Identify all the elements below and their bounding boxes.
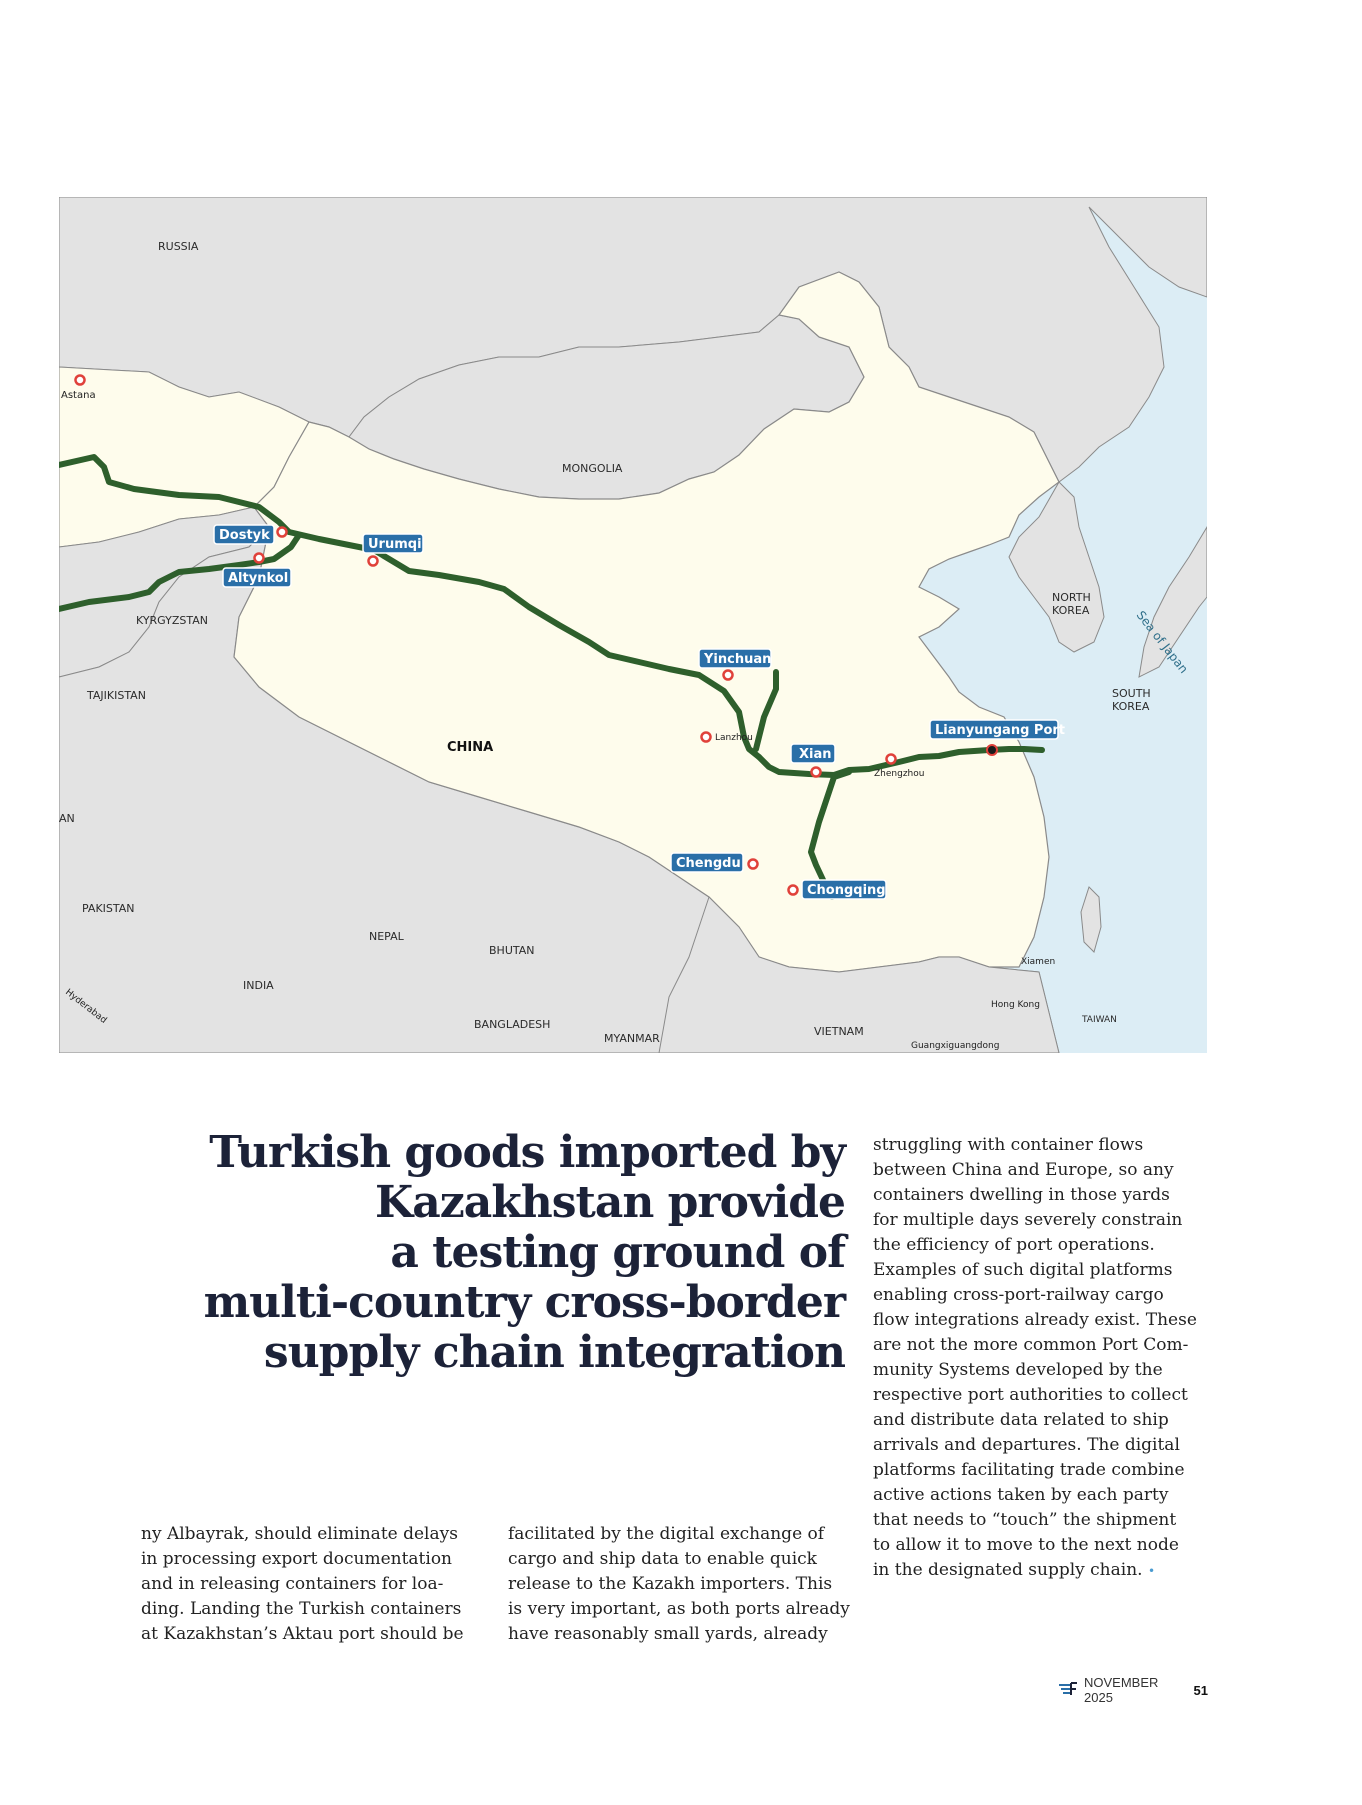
label-mongolia: MONGOLIA — [562, 462, 623, 475]
label-lanzhou: Lanzhou — [715, 733, 753, 743]
page-footer — [1058, 1675, 1208, 1705]
chengdu-marker — [749, 860, 758, 869]
label-tajikistan: TAJIKISTAN — [87, 689, 146, 702]
label-zhengzhou: Zhengzhou — [874, 769, 925, 779]
label-guangxiguangdong: Guangxiguangdong — [911, 1041, 1000, 1051]
body-column-left — [141, 1522, 464, 1647]
body-line: to allow it to move to the next node — [873, 1535, 1179, 1555]
body-line: Examples of such digital platforms — [873, 1260, 1173, 1280]
tag-chongqing-label: Chongqing — [807, 883, 886, 898]
label-hong-kong: Hong Kong — [991, 1000, 1040, 1010]
body-line: facilitated by the digital exchange of — [508, 1524, 825, 1544]
body-line: arrivals and departures. The digital — [873, 1435, 1180, 1455]
end-of-article-mark: • — [1147, 1564, 1156, 1578]
body-line: between China and Europe, so any — [873, 1160, 1174, 1180]
tag-yinchuan — [699, 649, 771, 668]
body-line-text: in the designated supply chain. — [873, 1560, 1143, 1580]
headline-line: multi-country cross-border — [203, 1277, 845, 1328]
tag-altynkol — [223, 568, 291, 587]
body-line-last — [873, 1558, 1193, 1584]
altynkol-marker — [255, 554, 264, 563]
body-column-middle — [508, 1522, 850, 1647]
page-number: 51 — [1193, 1682, 1208, 1698]
body-line: is very important, as both ports already — [508, 1599, 850, 1619]
tag-dostyk — [214, 525, 274, 544]
label-russia: RUSSIA — [158, 240, 199, 253]
body-line: release to the Kazakh importers. This — [508, 1574, 833, 1594]
label-north-korea-line1: NORTH — [1052, 591, 1091, 604]
zhengzhou-marker — [887, 755, 896, 764]
body-column-right — [873, 1133, 1197, 1584]
label-hyderabad: Hyderabad — [63, 987, 109, 1026]
tag-chengdu-label: Chengdu — [676, 856, 741, 871]
body-line: for multiple days severely constrain — [873, 1210, 1183, 1230]
body-line: in processing export documentation — [141, 1549, 452, 1569]
urumqi-marker — [369, 557, 378, 566]
label-north-korea-line2: KOREA — [1052, 604, 1090, 617]
lianyungang-marker — [987, 745, 997, 755]
tag-dostyk-label: Dostyk — [219, 528, 270, 543]
chongqing-marker — [789, 886, 798, 895]
label-cutoff-country: AN — [59, 812, 75, 825]
lanzhou-marker — [702, 733, 711, 742]
tag-altynkol-label: Altynkol — [228, 571, 289, 586]
body-line: respective port authorities to collect — [873, 1385, 1188, 1405]
tag-yinchuan-label: Yinchuan — [704, 652, 772, 667]
label-taiwan: TAIWAN — [1082, 1015, 1117, 1025]
astana-marker — [76, 376, 85, 385]
label-south-korea-line1: SOUTH — [1112, 687, 1151, 700]
label-china: CHINA — [447, 740, 494, 755]
body-line: have reasonably small yards, already — [508, 1624, 828, 1644]
body-line: struggling with container flows — [873, 1135, 1144, 1155]
body-line: the efficiency of port operations. — [873, 1235, 1155, 1255]
headline-line: a testing ground of — [390, 1227, 845, 1278]
label-bhutan: BHUTAN — [489, 944, 535, 957]
body-line: active actions taken by each party — [873, 1485, 1169, 1505]
body-line: at Kazakhstan’s Aktau port should be — [141, 1624, 464, 1644]
label-myanmar: MYANMAR — [604, 1032, 660, 1045]
body-line: munity Systems developed by the — [873, 1360, 1163, 1380]
label-india: INDIA — [243, 979, 274, 992]
xian-marker — [812, 768, 821, 777]
tag-urumqi-label: Urumqi — [368, 537, 422, 552]
headline-line: Turkish goods imported by — [209, 1127, 845, 1178]
pull-quote-headline — [180, 1128, 845, 1378]
tag-xian-label: Xian — [799, 747, 832, 762]
label-bangladesh: BANGLADESH — [474, 1018, 551, 1031]
body-line: ding. Landing the Turkish containers — [141, 1599, 462, 1619]
body-line: cargo and ship data to enable quick — [508, 1549, 817, 1569]
body-line: platforms facilitating trade combine — [873, 1460, 1185, 1480]
tag-chengdu — [671, 853, 743, 872]
tag-chongqing — [802, 880, 886, 899]
label-sea-of-japan: Sea of Japan — [1133, 608, 1191, 676]
body-line: containers dwelling in those yards — [873, 1185, 1170, 1205]
label-kyrgyzstan: KYRGYZSTAN — [136, 614, 209, 627]
tag-lianyungang-label: Lianyungang Port — [935, 723, 1065, 738]
tag-xian — [791, 744, 835, 763]
body-line: that needs to “touch” the shipment — [873, 1510, 1177, 1530]
body-line: and in releasing containers for loa- — [141, 1574, 444, 1594]
headline-line: Kazakhstan provide — [375, 1177, 845, 1228]
label-pakistan: PAKISTAN — [82, 902, 135, 915]
body-line: and distribute data related to ship — [873, 1410, 1169, 1430]
publication-logo-icon — [1058, 1682, 1078, 1699]
label-xiamen: Xiamen — [1021, 957, 1056, 967]
label-nepal: NEPAL — [369, 930, 404, 943]
label-vietnam: VIETNAM — [814, 1025, 864, 1038]
body-line: enabling cross-port-railway cargo — [873, 1285, 1164, 1305]
issue-date: NOVEMBER 2025 — [1084, 1675, 1159, 1705]
body-line: are not the more common Port Com- — [873, 1335, 1189, 1355]
headline-line: supply chain integration — [263, 1327, 845, 1378]
tag-lianyungang — [930, 720, 1065, 739]
body-line: ny Albayrak, should eliminate delays — [141, 1524, 458, 1544]
body-line: flow integrations already exist. These — [873, 1310, 1197, 1330]
label-astana: Astana — [61, 390, 96, 401]
dostyk-marker — [278, 528, 287, 537]
yinchuan-marker — [724, 671, 733, 680]
route-map — [59, 197, 1207, 1053]
label-south-korea-line2: KOREA — [1112, 700, 1150, 713]
tag-urumqi — [363, 534, 423, 553]
